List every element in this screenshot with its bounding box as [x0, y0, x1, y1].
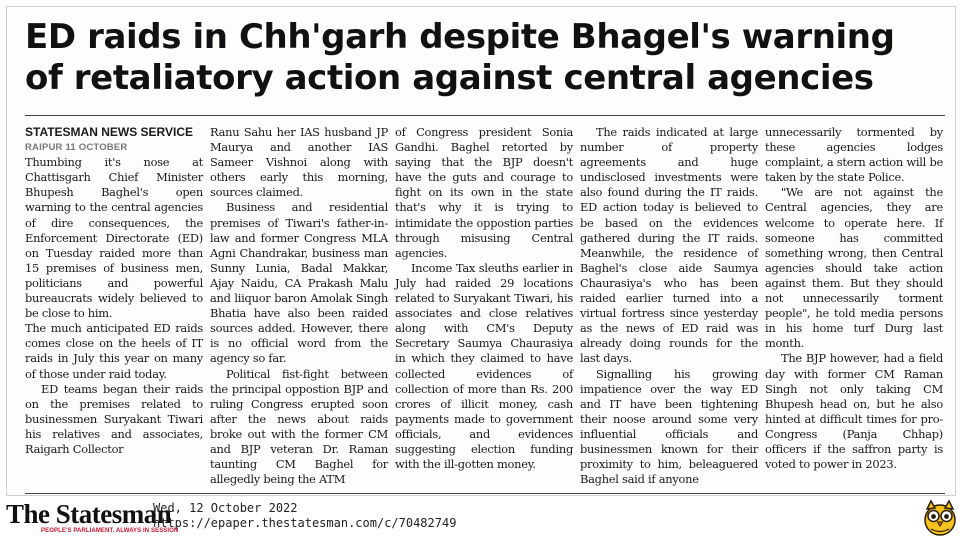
article-column-4 [580, 125, 758, 487]
headline-line-1: ED raids in Chh'garh despite Bhagel's warning [25, 17, 895, 57]
byline: STATESMAN NEWS SERVICE [25, 125, 194, 139]
paragraph: Thumbing it's nose at Chattisgarh Chief Minister Bhupesh Baghel's open warning to the central agencies of dire consequences, the Enforcement Directorate (ED) on Tuesday raided more than 15 premises of business men, politicians and powerful bureaucrats widely believed to be close to him. [25, 155, 203, 321]
epaper-url[interactable]: https://epaper.thestatesman.com/c/70482749 [153, 516, 457, 530]
paragraph: Signalling his growing impatience over the way ED and IT have been tightening their noose around some very influential officials and businessmen known for their proximity to him, beleaguered Baghel said if anyone [580, 366, 758, 487]
statesman-logo[interactable]: The Statesman [6, 499, 172, 529]
paragraph: of Congress president Sonia Gandhi. Baghel retorted by saying that the BJP doesn't have the guts and courage to fight on its own in the state that's why it is trying to intimidate the oppostion parties through misusing Central agencies. [395, 125, 573, 260]
article-column-1 [25, 125, 203, 457]
footer-divider [25, 493, 945, 494]
newspaper-clipping [6, 6, 956, 496]
paragraph: Ranu Sahu her IAS husband JP Maurya and another IAS Sameer Vishnoi along with others early this morning, sources claimed. [210, 125, 388, 200]
article-column-3 [395, 125, 573, 472]
article-column-5 [765, 125, 943, 472]
headline-line-2: of retaliatory action against central agencies [25, 58, 874, 98]
paragraph: The much anticipated ED raids comes close on the heels of IT raids in July this year on many of those under raid today. [25, 321, 203, 381]
headline-divider [25, 115, 945, 116]
headline [25, 17, 945, 99]
paragraph: Political fist-fight between the principal oppostion BJP and ruling Congress erupted soon after the news about raids broke out with the former CM and BJP veteran Dr. Raman taunting CM Baghel for allegedly being the ATM [210, 366, 388, 487]
epaper-footer [0, 496, 964, 539]
paragraph: unnecessarily tormented by these agencies lodges complaint, a stern action will be taken by the state Police. [765, 125, 943, 185]
paragraph: The BJP however, had a field day with former CM Raman Singh not only taking CM Bhupesh head on, but he also hinted at difficult times for pro-Congress (Panja Chhap) officers if the saffron party is voted to power in 2023. [765, 351, 943, 472]
paragraph: Income Tax sleuths earlier in July had raided 29 locations related to Suryakant Tiwari, his associates and close relatives along with CM's Deputy Secretary Saumya Chaurasiya in which they claimed to have collected evidences of collection of more than Rs. 200 crores of illicit money, cash payments made to government officials, and evidences suggesting election funding with the ill-gotten money. [395, 260, 573, 472]
paragraph: Business and residential premises of Tiwari's father-in-law and former Congress MLA Agni Chandrakar, business man Sunny Lunia, Badal Makkar, Ajay Naidu, CA Prakash Malu and liiquor baron Amolak Singh Bhatia have also been raided sources added. However, there is no official word from the agency so far. [210, 200, 388, 366]
paragraph: The raids indicated at large number of property agreements and huge undisclosed investments were also found during the IT raids. ED action today is believed to be based on the evidences gathered during the IT raids. Meanwhile, the residence of Baghel's close aide Saumya Chaurasiya's who has been raided earlier turned into a virtual fortress since yesterday as the news of ED raid was already doing rounds for the last days. [580, 125, 758, 366]
paragraph: ED teams began their raids on the premises related to businessmen Suryakant Tiwari his relatives and associates, Raigarh Collector [25, 381, 203, 456]
paragraph: "We are not against the Central agencies, they are welcome to operate here. If someone has committed something wrong, then Central agencies should take action against them. But they should not unnecessarily torment people", he told media persons in his home turf Durg last month. [765, 185, 943, 351]
article-column-2 [210, 125, 388, 487]
dateline: RAIPUR 11 OCTOBER [25, 142, 128, 154]
owl-mascot-icon [920, 498, 960, 536]
publication-date: Wed, 12 October 2022 [153, 501, 298, 515]
logo-tagline: PEOPLE'S PARLIAMENT. ALWAYS IN SESSION [41, 528, 179, 534]
